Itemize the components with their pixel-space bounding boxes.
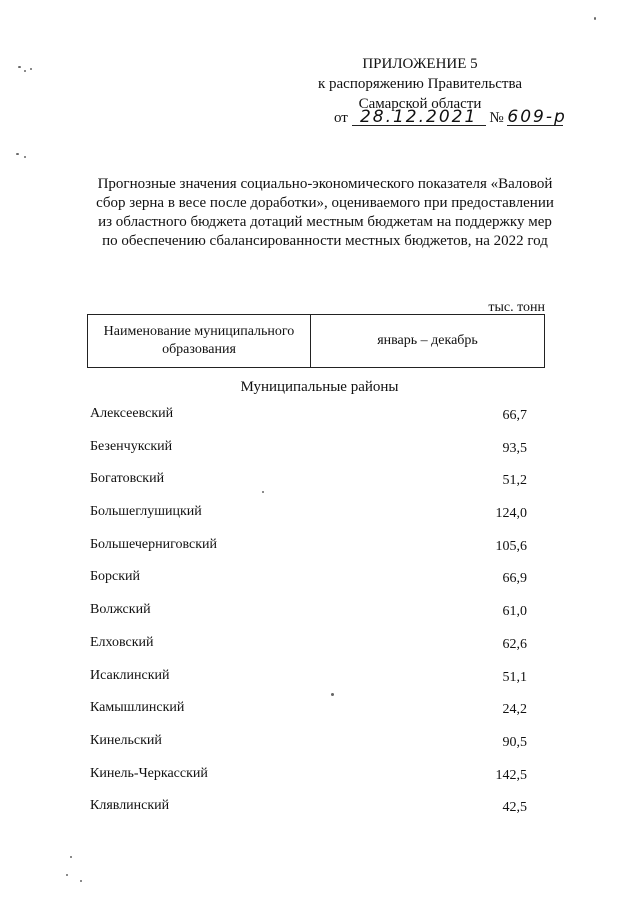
municipality-name: Безенчукский [90, 438, 173, 454]
order-date: 28.12.2021 [352, 109, 486, 126]
date-prefix: от [334, 110, 348, 126]
table-row [87, 733, 547, 766]
unit-label: тыс. тонн [488, 300, 545, 315]
municipality-name: Алексеевский [90, 406, 174, 421]
header-period: январь – декабрь [311, 315, 545, 368]
document-title: Прогнозные значения социально-экономического показателя «Валовой сбор зерна в весе после доработки», оцениваемого при предоставлении из областного бюджета дотаций местным бюджетам на поддержку мер по обеспечению сбалансированности местных бюджетов, на 2022 год [96, 176, 554, 249]
grain-value: 142,5 [495, 767, 527, 783]
table-header [87, 314, 545, 368]
grain-value: 61,0 [502, 604, 527, 620]
municipality-name: Большеглушицкий [90, 504, 202, 520]
municipality-name: Борский [90, 569, 141, 585]
data-rows [87, 406, 547, 831]
municipality-name: Елховский [90, 634, 154, 650]
grain-value: 105,6 [495, 538, 527, 554]
grain-value: 42,5 [502, 800, 527, 816]
table-row [87, 439, 547, 472]
table-row [87, 537, 547, 570]
appendix-line-1: к распоряжению Правительства [317, 76, 522, 92]
table-row [87, 635, 547, 668]
grain-value: 66,9 [502, 571, 527, 587]
appendix-header [300, 54, 540, 114]
table-row [87, 504, 547, 537]
table-row [87, 700, 547, 733]
grain-value: 93,5 [502, 440, 527, 456]
appendix-line-2: Самарской области [358, 96, 482, 112]
municipality-name: Богатовский [90, 471, 165, 487]
grain-value: 24,2 [502, 702, 527, 718]
grain-value: 62,6 [502, 636, 527, 652]
municipality-name: Волжский [90, 602, 151, 618]
section-title: Муниципальные районы [240, 379, 399, 395]
grain-value: 124,0 [495, 506, 527, 522]
table-row [87, 798, 547, 831]
table-row [87, 569, 547, 602]
table-row [87, 602, 547, 635]
order-number: 609-р [507, 107, 567, 127]
municipality-name: Клявлинский [90, 798, 170, 814]
municipality-name: Кинельский [90, 732, 162, 748]
order-date-number [334, 107, 567, 127]
table-row [87, 766, 547, 799]
header-municipality: Наименование муниципального образования [88, 315, 311, 368]
table-row [87, 471, 547, 504]
municipality-name: Исаклинский [90, 667, 170, 683]
municipality-name: Камышлинский [90, 700, 185, 716]
municipality-name: Большечерниговский [90, 536, 218, 552]
grain-value: 90,5 [502, 734, 527, 750]
number-prefix: № [489, 110, 504, 126]
appendix-title: ПРИЛОЖЕНИЕ 5 [362, 56, 478, 72]
municipality-name: Кинель-Черкасский [90, 765, 208, 781]
table-row [87, 406, 547, 439]
table-row [87, 668, 547, 701]
grain-value: 51,1 [502, 669, 527, 685]
grain-value: 51,2 [502, 473, 527, 489]
grain-value: 66,7 [502, 408, 527, 423]
